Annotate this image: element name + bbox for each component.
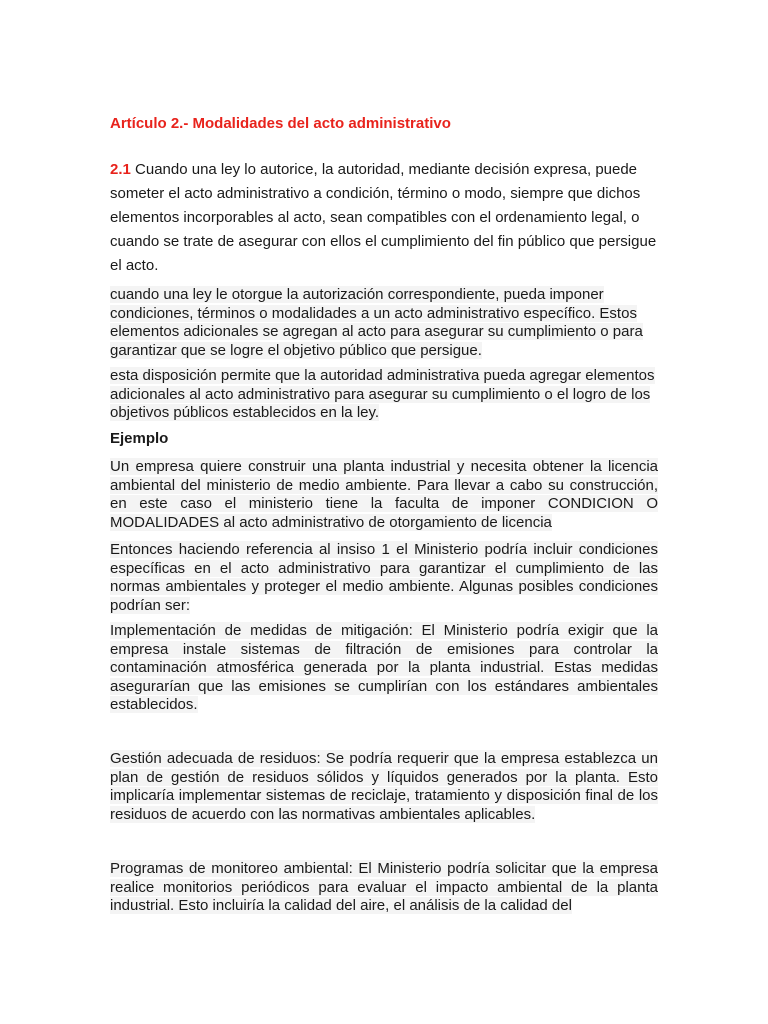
- example-paragraph-1: [110, 458, 658, 532]
- paragraph-number: 2.1: [110, 161, 131, 178]
- article-paragraph: [110, 158, 658, 278]
- example-paragraph-2: [110, 541, 658, 615]
- example-paragraph-3: [110, 622, 658, 715]
- example-text-4: Gestión adecuada de residuos: Se podría requerir que la empresa establezca un plan de gestión de residuos sólidos y líquidos generados por la planta. Esto implicaría implementar sistemas de reciclaje, tratamiento y disposición final de los residuos de acuerdo con las normativas ambientales aplicables.: [110, 750, 658, 823]
- example-text-5: Programas de monitoreo ambiental: El Ministerio podría solicitar que la empresa realice monitorios periódicos para evaluar el impacto ambiental de la planta industrial. Esto incluiría la calidad del aire, el análisis de la calidad del: [110, 860, 658, 914]
- example-text-2: Entonces haciendo referencia al insiso 1 el Ministerio podría incluir condiciones específicas en el acto administrativo para garantizar el cumplimiento de las normas ambientales y proteger el medio ambiente. Algunas posibles condiciones podrían ser:: [110, 541, 658, 614]
- example-heading: Ejemplo: [110, 430, 169, 447]
- explanation-paragraph-2: [110, 367, 658, 423]
- paragraph-text: Cuando una ley lo autorice, la autoridad, mediante decisión expresa, puede someter el acto administrativo a condición, término o modo, siempre que dichos elementos incorporables al acto, sean compatibles con el ordenamiento legal, o cuando se trate de asegurar con ellos el cumplimiento del fin público que persigue el acto.: [110, 161, 657, 274]
- example-paragraph-5: [110, 860, 658, 916]
- explanation-text-1: cuando una ley le otorgue la autorización correspondiente, pueda imponer condiciones, términos o modalidades a un acto administrativo específico. Estos elementos adicionales se agregan al acto para asegurar su cumplimiento o para garantizar que se logre el objetivo público que persigue.: [110, 286, 643, 359]
- explanation-paragraph-1: [110, 286, 658, 360]
- article-title: Artículo 2.- Modalidades del acto administrativo: [110, 115, 451, 132]
- example-text-1: Un empresa quiere construir una planta industrial y necesita obtener la licencia ambiental del ministerio de medio ambiente. Para llevar a cabo su construcción, en este caso el ministerio tiene la faculta de imponer CONDICION O MODALIDADES al acto administrativo de otorgamiento de licencia: [110, 458, 658, 531]
- explanation-text-2: esta disposición permite que la autoridad administrativa pueda agregar elementos adicionales al acto administrativo para asegurar su cumplimiento o el logro de los objetivos públicos establecidos en la ley.: [110, 367, 655, 421]
- example-text-3: Implementación de medidas de mitigación: El Ministerio podría exigir que la empresa instale sistemas de filtración de emisiones para controlar la contaminación atmosférica generada por la planta industrial. Estas medidas asegurarían que las emisiones se cumplirían con los estándares ambientales establecidos.: [110, 622, 658, 713]
- example-paragraph-4: [110, 750, 658, 824]
